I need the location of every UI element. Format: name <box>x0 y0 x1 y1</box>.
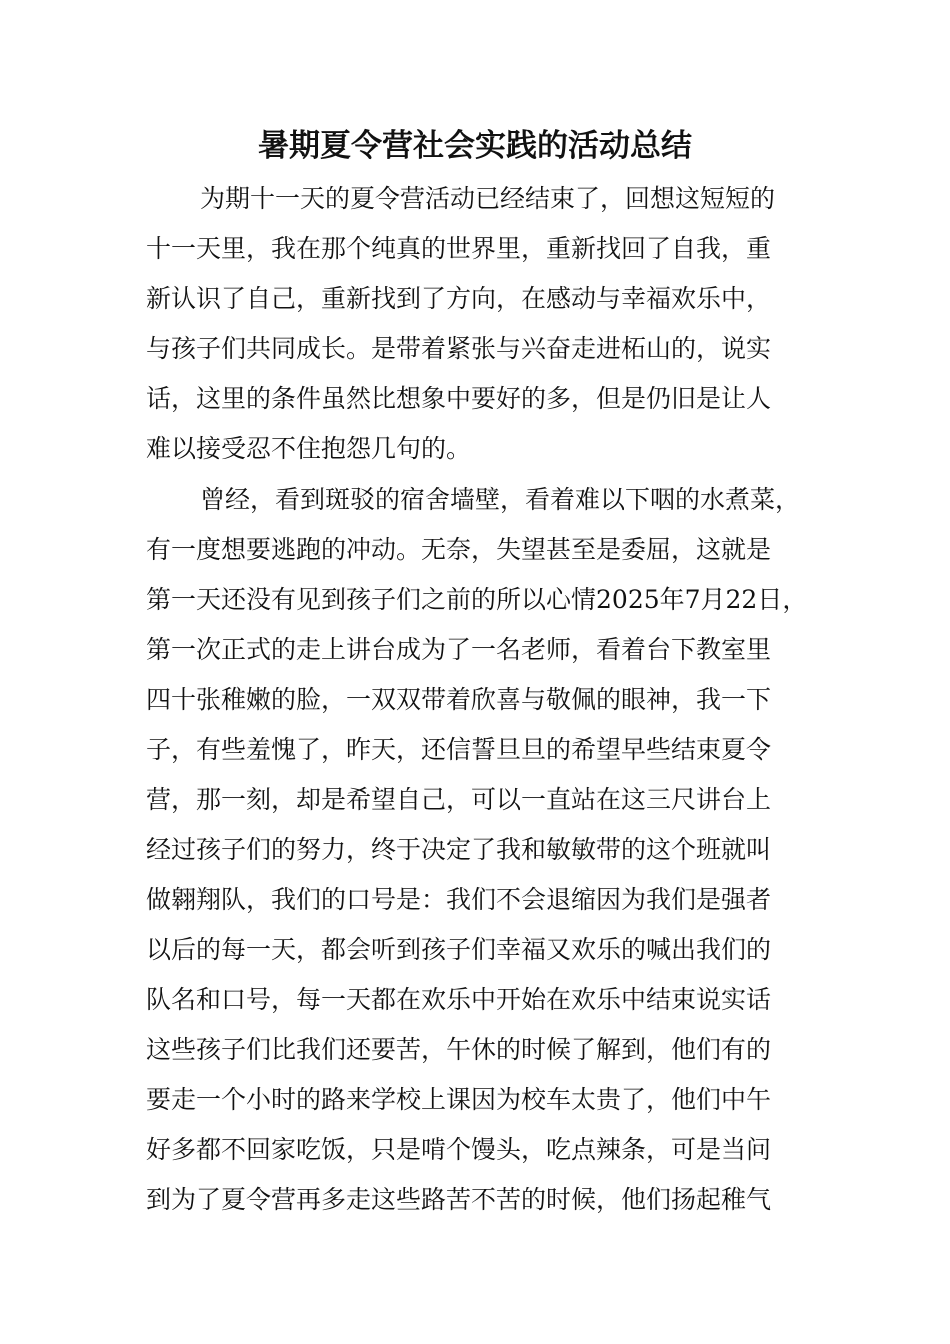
paragraph-line: 十一天里，我在那个纯真的世界里，重新找回了自我，重 <box>146 234 772 263</box>
paragraph-line: 曾经，看到斑驳的宿舍墙壁，看着难以下咽的水煮菜， <box>200 485 801 514</box>
paragraph-line: 与孩子们共同成长。是带着紧张与兴奋走进柘山的，说实 <box>146 334 772 363</box>
paragraph-line: 这些孩子们比我们还要苦，午休的时候了解到，他们有的 <box>146 1035 772 1064</box>
paragraph-line: 到为了夏令营再多走这些路苦不苦的时候，他们扬起稚气 <box>146 1185 772 1214</box>
paragraph-line: 要走一个小时的路来学校上课因为校车太贵了，他们中午 <box>146 1085 772 1114</box>
paragraph-line: 新认识了自己，重新找到了方向，在感动与幸福欢乐中， <box>146 284 772 313</box>
paragraph-line: 队名和口号，每一天都在欢乐中开始在欢乐中结束说实话 <box>146 985 772 1014</box>
document-title: 暑期夏令营社会实践的活动总结 <box>258 128 692 164</box>
paragraph-line: 有一度想要逃跑的冲动。无奈，失望甚至是委屈，这就是 <box>146 535 772 564</box>
paragraph-line: 话，这里的条件虽然比想象中要好的多，但是仍旧是让人 <box>146 384 772 413</box>
paragraph-line: 以后的每一天，都会听到孩子们幸福又欢乐的喊出我们的 <box>146 935 772 964</box>
paragraph-line: 经过孩子们的努力，终于决定了我和敏敏带的这个班就叫 <box>146 835 772 864</box>
paragraph-line: 难以接受忍不住抱怨几句的。 <box>146 434 472 463</box>
paragraph-line: 四十张稚嫩的脸，一双双带着欣喜与敬佩的眼神，我一下 <box>146 685 772 714</box>
paragraph-line: 为期十一天的夏令营活动已经结束了，回想这短短的 <box>200 184 776 213</box>
paragraph-line: 子，有些羞愧了，昨天，还信誓旦旦的希望早些结束夏令 <box>146 735 772 764</box>
paragraph-line: 好多都不回家吃饭，只是啃个馒头，吃点辣条，可是当问 <box>146 1135 772 1164</box>
paragraph-line: 第一天还没有见到孩子们之前的所以心情2025年7月22日， <box>146 585 808 614</box>
paragraph-line: 第一次正式的走上讲台成为了一名老师，看着台下教室里 <box>146 635 772 664</box>
paragraph-line: 营，那一刻，却是希望自己，可以一直站在这三尺讲台上 <box>146 785 772 814</box>
paragraph-line: 做翱翔队，我们的口号是：我们不会退缩因为我们是强者 <box>146 885 772 914</box>
